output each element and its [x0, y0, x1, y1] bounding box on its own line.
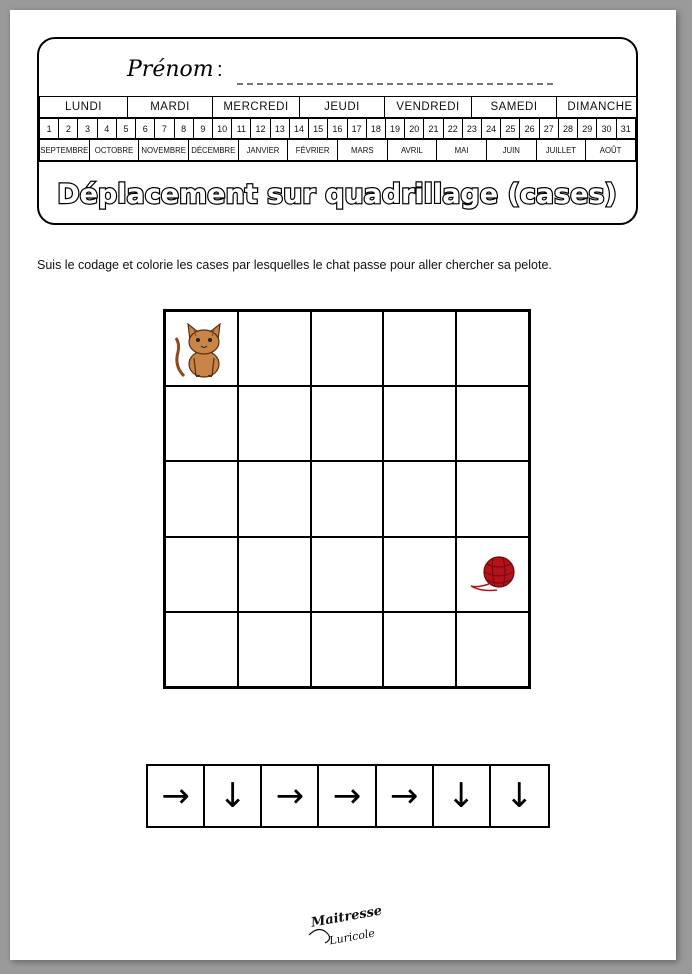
date-cell[interactable]: 5 [116, 119, 135, 139]
grid-cell[interactable] [383, 311, 456, 386]
date-cell[interactable]: 23 [462, 119, 481, 139]
grid-cell[interactable] [311, 311, 384, 386]
name-colon: : [217, 59, 223, 81]
date-cell[interactable]: 29 [578, 119, 597, 139]
day-cell[interactable]: MERCREDI [213, 97, 300, 118]
date-cell[interactable]: 10 [212, 119, 231, 139]
month-cell[interactable]: JANVIER [238, 140, 288, 161]
months-row [39, 139, 636, 161]
dates-row [39, 118, 636, 139]
grid-cell[interactable] [383, 461, 456, 536]
name-row [39, 39, 636, 96]
date-cell[interactable]: 8 [174, 119, 193, 139]
right-arrow-icon: → [377, 766, 434, 826]
date-cell[interactable]: 1 [40, 119, 59, 139]
direction-coding [146, 764, 550, 828]
date-cell[interactable]: 4 [97, 119, 116, 139]
grid-cell[interactable] [311, 612, 384, 687]
grid-cell[interactable] [383, 612, 456, 687]
grid-cell[interactable] [456, 537, 529, 612]
yarn-ball-icon [467, 552, 523, 602]
month-cell[interactable]: AVRIL [387, 140, 437, 161]
date-cell[interactable]: 6 [136, 119, 155, 139]
date-cell[interactable]: 14 [289, 119, 308, 139]
month-cell[interactable]: MARS [337, 140, 387, 161]
date-cell[interactable]: 12 [251, 119, 270, 139]
worksheet-title [39, 161, 636, 224]
instruction-text: Suis le codage et colorie les cases par lesquelles le chat passe pour aller chercher sa pelote. [37, 258, 552, 272]
day-cell[interactable]: JEUDI [300, 97, 385, 118]
month-cell[interactable]: NOVEMBRE [139, 140, 189, 161]
logo-line2: Luricole [328, 926, 376, 948]
grid-cell[interactable] [456, 386, 529, 461]
movement-grid [163, 309, 531, 689]
logo-line1: Maitresse [309, 905, 383, 931]
month-cell[interactable]: JUILLET [536, 140, 586, 161]
date-cell[interactable]: 16 [328, 119, 347, 139]
month-cell[interactable]: AOÛT [586, 140, 636, 161]
days-row [39, 96, 638, 118]
grid-cell[interactable] [456, 612, 529, 687]
month-cell[interactable]: SEPTEMBRE [40, 140, 90, 161]
day-cell[interactable]: SAMEDI [472, 97, 557, 118]
grid-cell[interactable] [311, 461, 384, 536]
grid-cell[interactable] [456, 311, 529, 386]
month-cell[interactable]: FÉVRIER [288, 140, 338, 161]
date-cell[interactable]: 19 [385, 119, 404, 139]
name-write-line[interactable] [237, 83, 553, 85]
month-cell[interactable]: MAI [437, 140, 487, 161]
grid-cell[interactable] [238, 461, 311, 536]
month-cell[interactable]: JUIN [486, 140, 536, 161]
grid-cell[interactable] [311, 386, 384, 461]
date-cell[interactable]: 22 [443, 119, 462, 139]
month-cell[interactable]: DÉCEMBRE [188, 140, 238, 161]
day-cell[interactable]: MARDI [128, 97, 213, 118]
date-cell[interactable]: 15 [309, 119, 328, 139]
author-logo [303, 905, 383, 949]
grid-cell[interactable] [165, 386, 238, 461]
date-cell[interactable]: 7 [155, 119, 174, 139]
cat-icon [170, 318, 230, 380]
down-arrow-icon: ↓ [205, 766, 262, 826]
grid-cell[interactable] [165, 461, 238, 536]
date-cell[interactable]: 11 [232, 119, 251, 139]
date-cell[interactable]: 18 [366, 119, 385, 139]
down-arrow-icon: ↓ [434, 766, 491, 826]
date-cell[interactable]: 24 [482, 119, 501, 139]
month-cell[interactable]: OCTOBRE [89, 140, 139, 161]
date-cell[interactable]: 28 [558, 119, 577, 139]
grid-cell[interactable] [238, 386, 311, 461]
grid-cell[interactable] [456, 461, 529, 536]
grid-cell[interactable] [165, 311, 238, 386]
right-arrow-icon: → [148, 766, 205, 826]
down-arrow-icon: ↓ [505, 776, 534, 816]
right-arrow-icon: → [262, 766, 319, 826]
grid-cell[interactable] [383, 537, 456, 612]
grid-cell[interactable] [311, 537, 384, 612]
date-cell[interactable]: 9 [193, 119, 212, 139]
worksheet-title-text: Déplacement sur quadrillage (cases) [57, 179, 617, 210]
grid-cell[interactable] [238, 537, 311, 612]
date-cell[interactable]: 13 [270, 119, 289, 139]
date-cell[interactable]: 31 [616, 119, 635, 139]
day-cell[interactable]: LUNDI [40, 97, 128, 118]
grid-cell[interactable] [383, 386, 456, 461]
grid-cell[interactable] [165, 612, 238, 687]
date-cell[interactable]: 3 [78, 119, 97, 139]
date-cell[interactable]: 26 [520, 119, 539, 139]
date-cell[interactable]: 27 [539, 119, 558, 139]
day-cell[interactable]: DIMANCHE [557, 97, 639, 118]
date-cell[interactable]: 20 [405, 119, 424, 139]
name-label: Prénom [127, 57, 214, 82]
grid-cell[interactable] [238, 612, 311, 687]
header-box [37, 37, 638, 225]
grid-cell[interactable] [165, 537, 238, 612]
date-cell[interactable]: 2 [59, 119, 78, 139]
date-cell[interactable]: 17 [347, 119, 366, 139]
date-cell[interactable]: 30 [597, 119, 616, 139]
date-cell[interactable]: 21 [424, 119, 443, 139]
grid-cell[interactable] [238, 311, 311, 386]
day-cell[interactable]: VENDREDI [385, 97, 472, 118]
date-cell[interactable]: 25 [501, 119, 520, 139]
right-arrow-icon: → [319, 766, 376, 826]
